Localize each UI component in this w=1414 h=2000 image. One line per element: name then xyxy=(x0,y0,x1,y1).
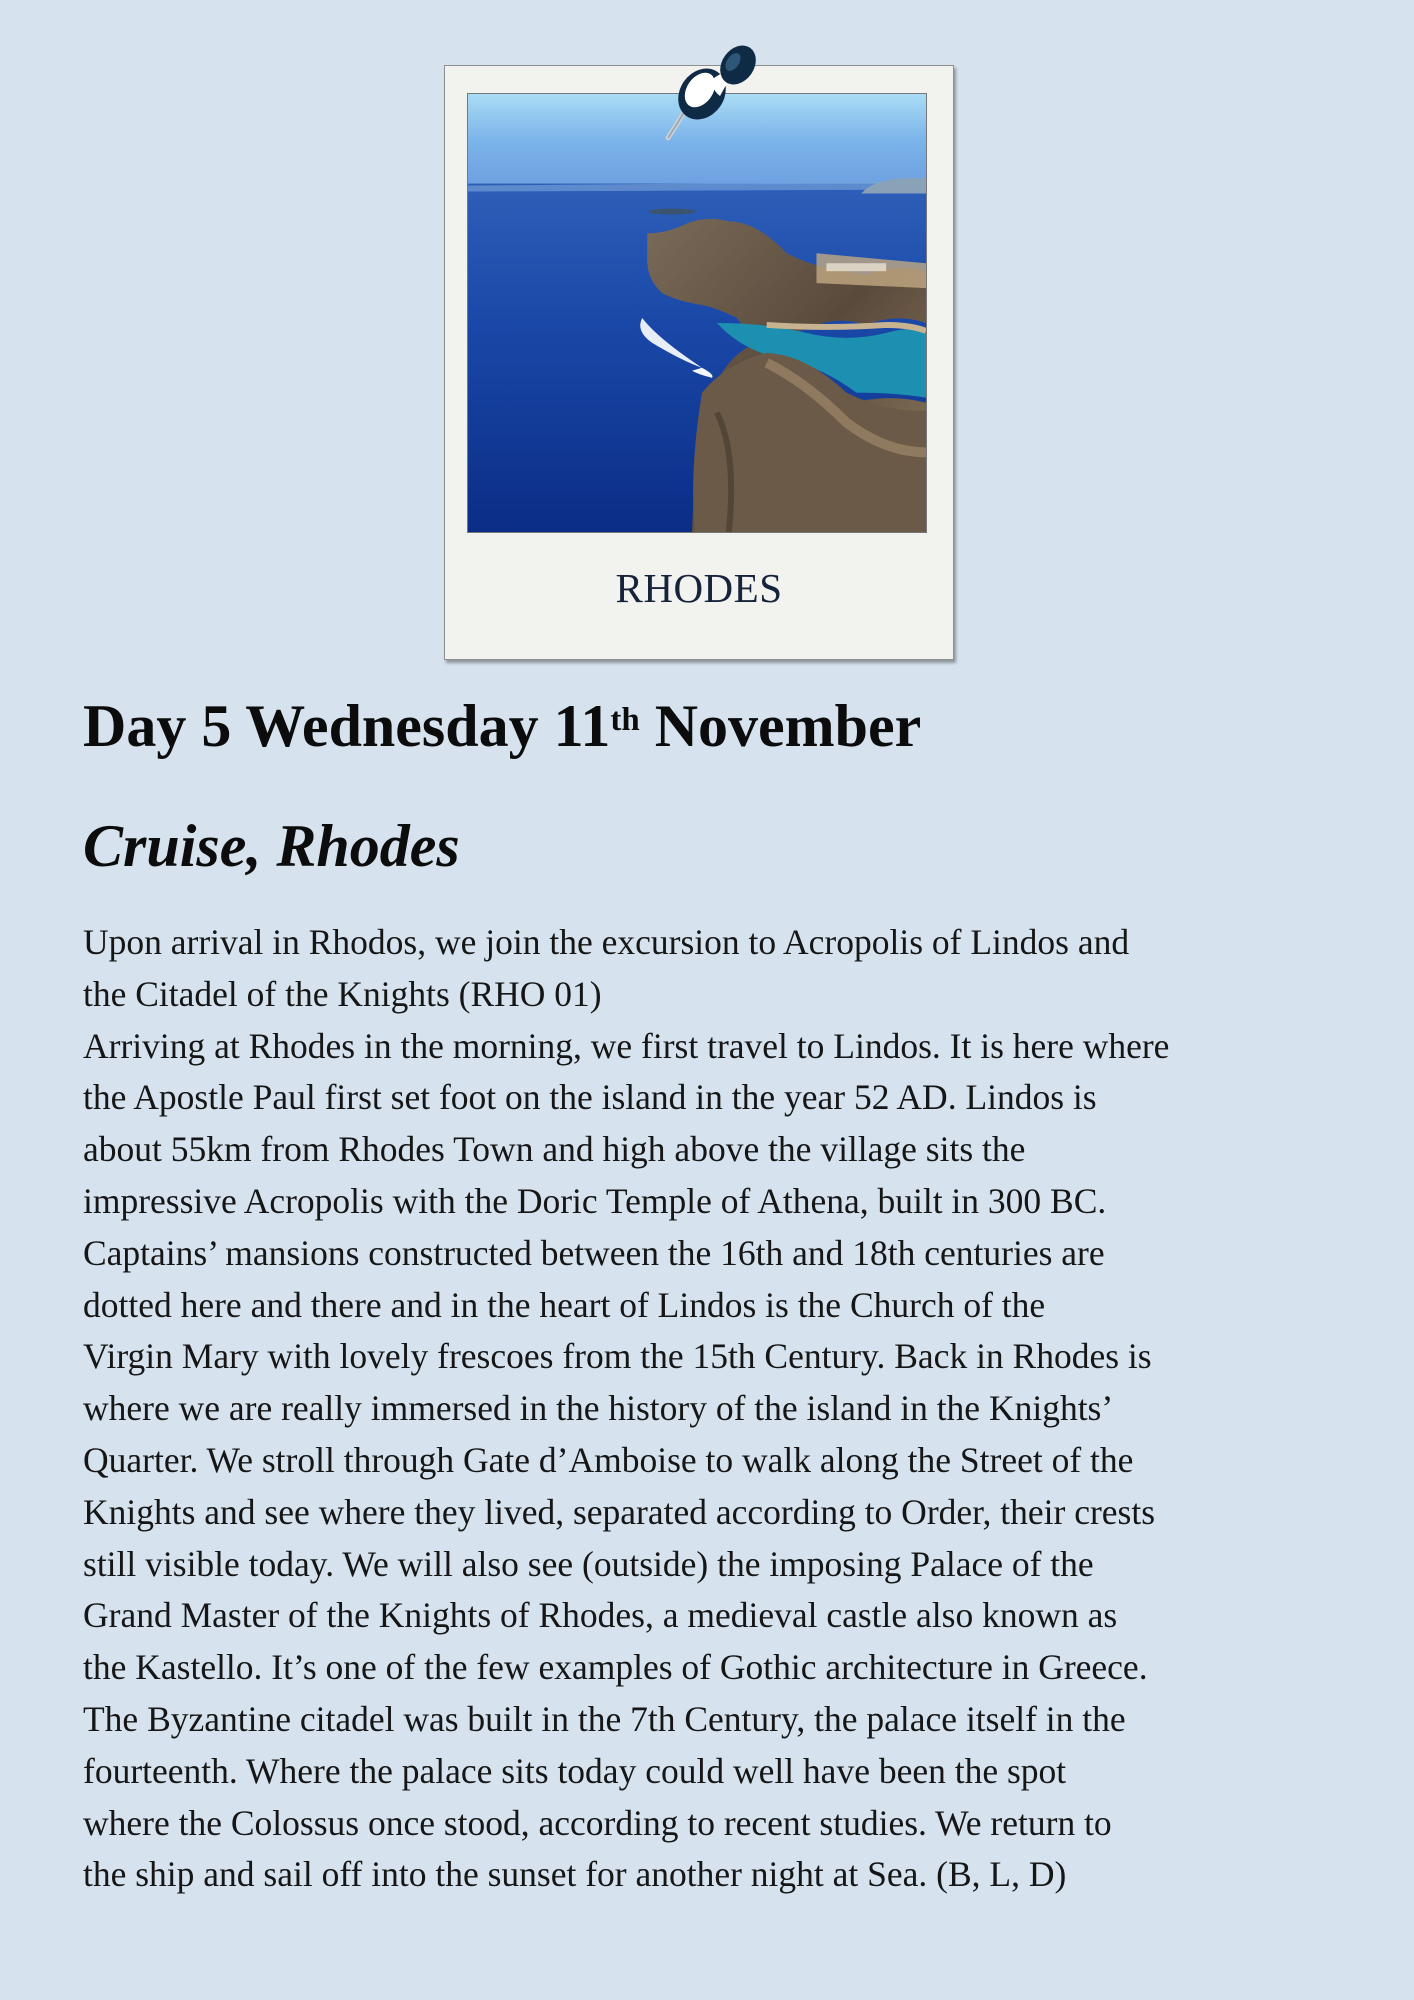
body-line: where we are really immersed in the history of the island in the Knights’ xyxy=(83,1388,1114,1429)
body-line: Virgin Mary with lovely frescoes from the 15th Century. Back in Rhodes is xyxy=(83,1336,1152,1377)
pushpin-icon xyxy=(660,40,770,145)
body-line: the Apostle Paul first set foot on the island in the year 52 AD. Lindos is xyxy=(83,1077,1097,1118)
body-line: Arriving at Rhodes in the morning, we first travel to Lindos. It is here where xyxy=(83,1025,1170,1066)
body-line: the ship and sail off into the sunset for another night at Sea. (B, L, D) xyxy=(83,1854,1067,1895)
body-line: the Citadel of the Knights (RHO 01) xyxy=(83,973,602,1014)
body-line: dotted here and there and in the heart of Lindos is the Church of the xyxy=(83,1284,1046,1325)
body-line: Knights and see where they lived, separated according to Order, their crests xyxy=(83,1491,1156,1532)
body-line: Upon arrival in Rhodos, we join the excursion to Acropolis of Lindos and xyxy=(83,922,1130,962)
rhodes-coast-photo xyxy=(467,93,927,533)
body-line: where the Colossus once stood, according to recent studies. We return to xyxy=(83,1802,1112,1843)
body-line: about 55km from Rhodes Town and high above the village sits the xyxy=(83,1129,1026,1170)
rhodes-postcard xyxy=(444,65,954,660)
page-title: Day 5 Wednesday 11th November xyxy=(83,693,922,759)
body-line: the Kastello. It’s one of the few examples of Gothic architecture in Greece. xyxy=(83,1647,1148,1688)
body-line: The Byzantine citadel was built in the 7th Century, the palace itself in the xyxy=(83,1698,1126,1739)
body-line: still visible today. We will also see (outside) the imposing Palace of the xyxy=(83,1543,1094,1584)
body-line: impressive Acropolis with the Doric Temple of Athena, built in 300 BC. xyxy=(83,1180,1107,1221)
itinerary-description xyxy=(83,917,1363,1901)
body-line: Quarter. We stroll through Gate d’Amboise to walk along the Street of the xyxy=(83,1439,1134,1480)
body-line: Captains’ mansions constructed between the 16th and 18th centuries are xyxy=(83,1232,1105,1273)
body-line: Grand Master of the Knights of Rhodes, a medieval castle also known as xyxy=(83,1595,1118,1636)
body-line: fourteenth. Where the palace sits today could well have been the spot xyxy=(83,1750,1067,1791)
page-subtitle: Cruise, Rhodes xyxy=(83,813,460,879)
postcard-caption: RHODES xyxy=(615,565,783,611)
